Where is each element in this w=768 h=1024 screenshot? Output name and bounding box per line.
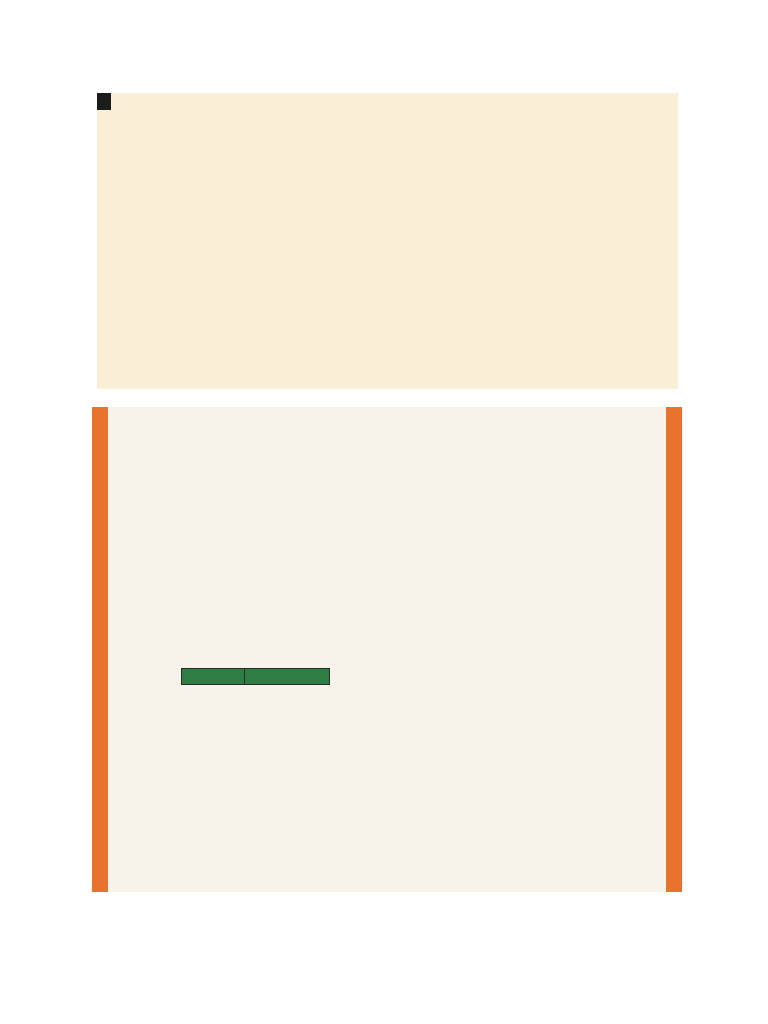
table-header-rate: [245, 669, 330, 685]
table-header-row: [182, 669, 330, 685]
question-1: [125, 624, 147, 634]
questions-block: [125, 624, 147, 634]
page-edge-bar-left: [92, 407, 108, 892]
page-edge-bar-right: [666, 407, 682, 892]
mini-case-card: [97, 93, 678, 389]
mini-case-badge: [97, 93, 111, 110]
table-header-year: [182, 669, 245, 685]
scanned-page: [92, 407, 682, 892]
treasury-rates-table: [181, 668, 330, 685]
